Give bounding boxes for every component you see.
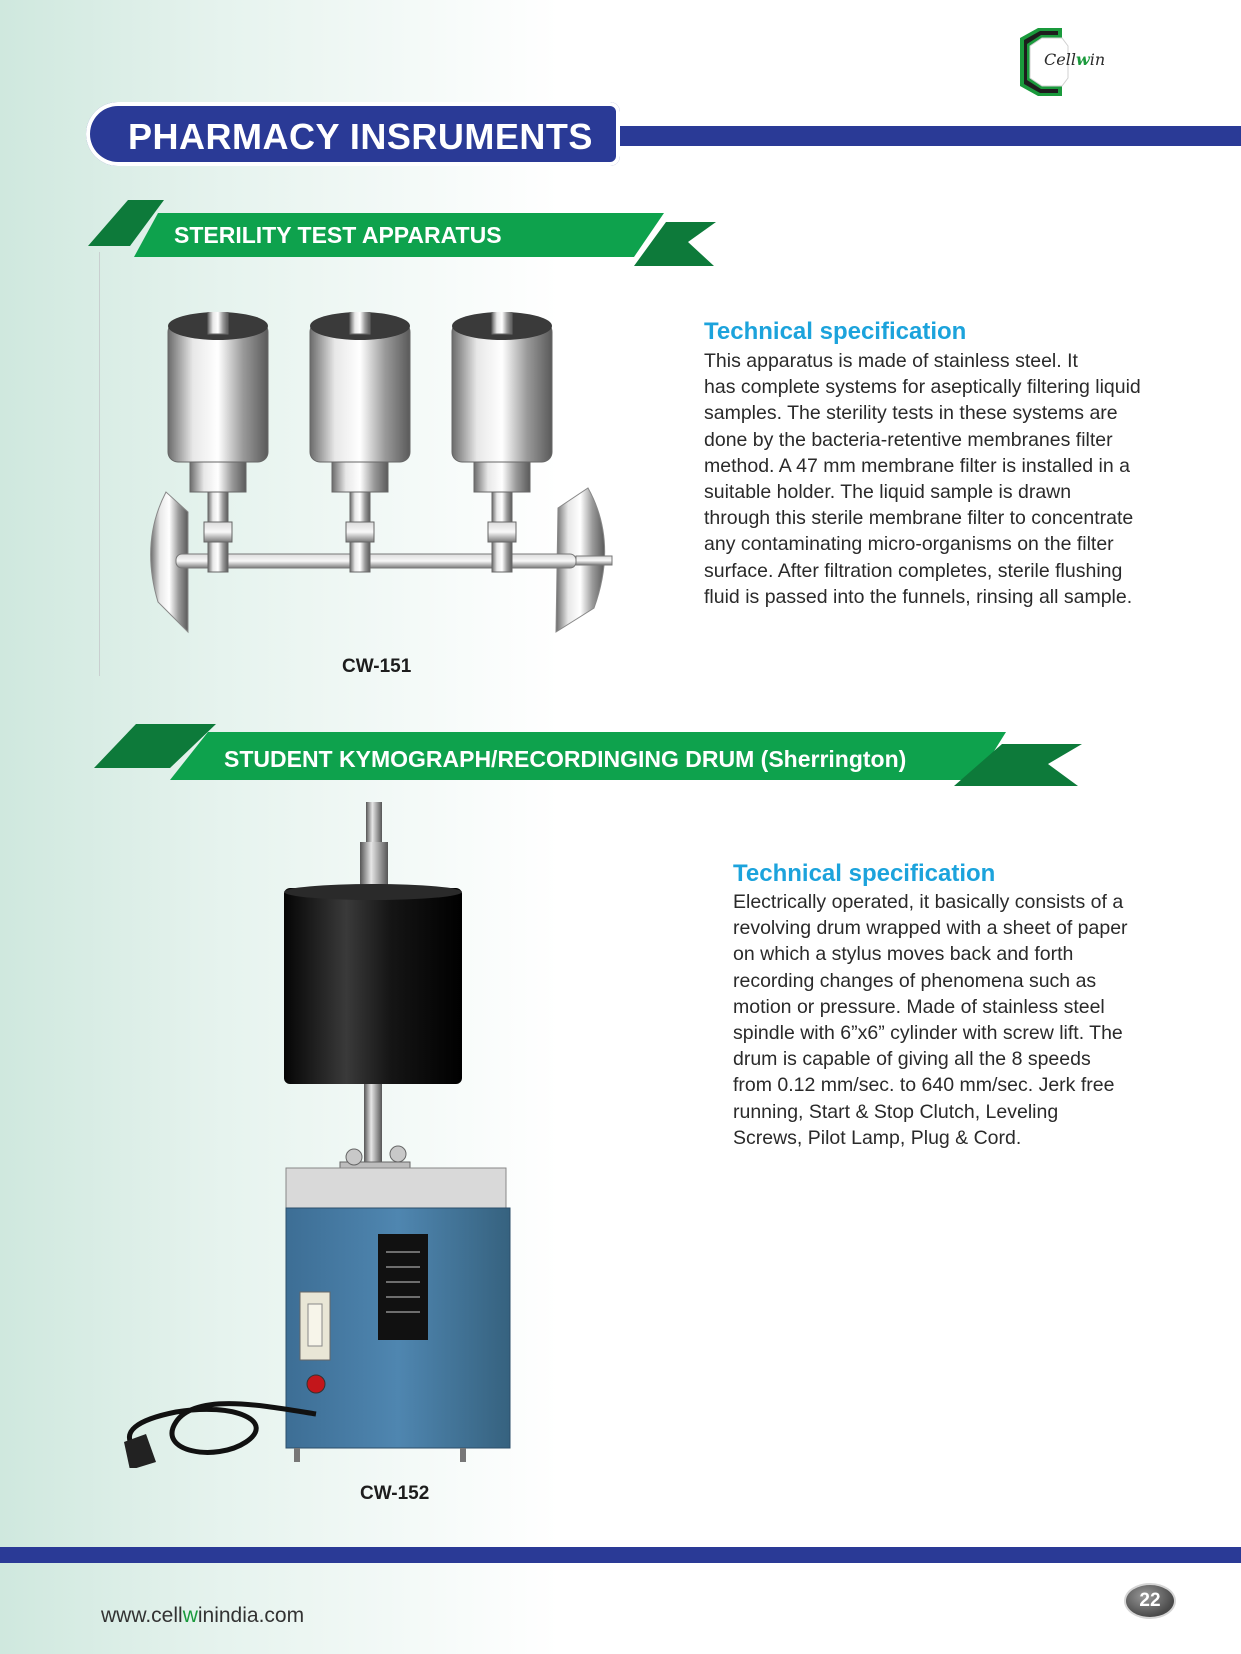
spec-line: motion or pressure. Made of stainless steel <box>733 995 1105 1018</box>
company-logo <box>1016 28 1126 98</box>
logo-wordmark: Cellwin <box>1044 50 1106 69</box>
spec-body <box>704 348 1184 610</box>
spec-line: This apparatus is made of stainless steel. It <box>704 350 1078 372</box>
spec-title: Technical specification <box>704 318 967 345</box>
spec-line: any contaminating micro-organisms on the filter <box>704 533 1114 556</box>
spec-body <box>733 889 1213 1151</box>
spec-line: revolving drum wrapped with a sheet of paper <box>733 917 1128 940</box>
spec-line: on which a stylus moves back and forth <box>733 943 1074 966</box>
website-link[interactable]: www.cellwinindia.com <box>101 1604 305 1627</box>
spec-line: running, Start & Stop Clutch, Leveling <box>733 1100 1059 1123</box>
footer-rule <box>0 1547 1241 1563</box>
spec-line: from 0.12 mm/sec. to 640 mm/sec. Jerk free <box>733 1074 1115 1097</box>
spec-line: through this sterile membrane filter to concentrate <box>704 507 1134 530</box>
spec-line: Screws, Pilot Lamp, Plug & Cord. <box>733 1126 1022 1149</box>
spec-line: surface. After filtration completes, sterile flushing <box>704 559 1123 582</box>
kymograph-image <box>116 802 516 1468</box>
spec-line: drum is capable of giving all the 8 speeds <box>733 1048 1091 1071</box>
sterility-apparatus-image <box>148 312 618 667</box>
section-heading: STUDENT KYMOGRAPH/RECORDINGING DRUM (Sherrington) <box>224 746 907 772</box>
spec-line: spindle with 6”x6” cylinder with screw lift. The <box>733 1022 1123 1045</box>
header-rule <box>600 126 1241 146</box>
spec-line: recording changes of phenomena such as <box>733 969 1097 992</box>
divider <box>99 252 100 676</box>
spec-line: fluid is passed into the funnels, rinsing all sample. <box>704 585 1133 608</box>
spec-line: method. A 47 mm membrane filter is installed in a <box>704 454 1130 477</box>
spec-line: Electrically operated, it basically consists of a <box>733 891 1124 913</box>
model-number: CW-152 <box>360 1483 430 1504</box>
model-number: CW-151 <box>342 656 412 677</box>
page-title: PHARMACY INSRUMENTS <box>128 116 593 157</box>
spec-line: has complete systems for aseptically filtering liquid <box>704 376 1141 399</box>
spec-line: done by the bacteria-retentive membranes filter <box>704 428 1113 451</box>
spec-line: suitable holder. The liquid sample is drawn <box>704 481 1072 504</box>
section-heading: STERILITY TEST APPARATUS <box>174 222 502 248</box>
page-number: 22 <box>1124 1583 1176 1619</box>
spec-title: Technical specification <box>733 860 996 887</box>
spec-line: samples. The sterility tests in these systems are <box>704 402 1118 425</box>
